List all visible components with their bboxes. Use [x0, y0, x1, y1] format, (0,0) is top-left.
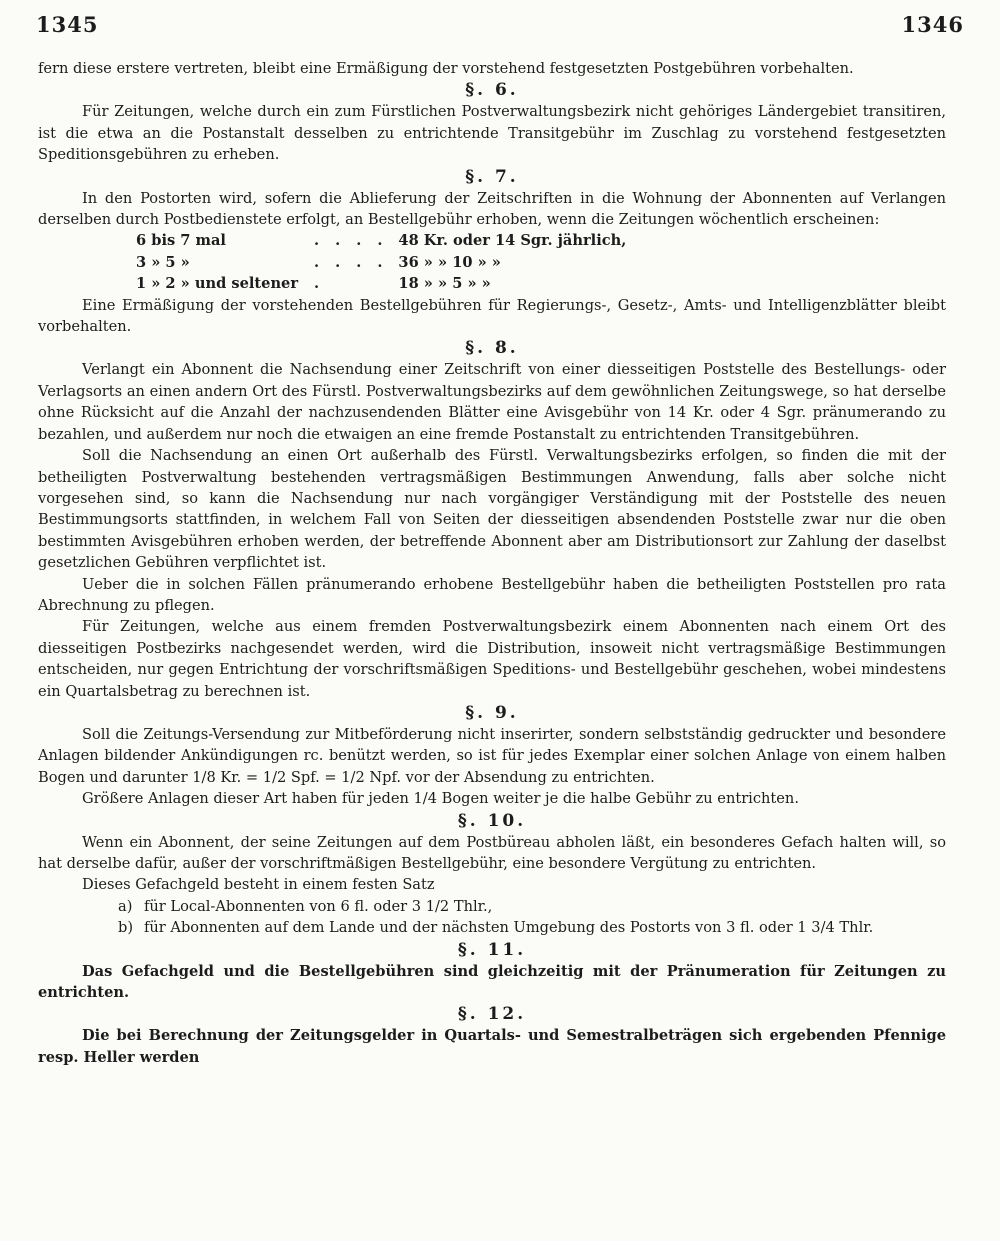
- paragraph-10a: Wenn ein Abonnent, der seine Zeitungen auf dem Postbüreau abholen läßt, ein besonderes Gefach halten will, so hat derselbe dafür, außer der vorschriftmäßigen Bestellgebühr, eine besondere Vergütung zu entrichten.: [38, 833, 946, 872]
- section-heading-10: §. 10.: [457, 810, 527, 831]
- rates-row: [136, 273, 642, 294]
- section-heading-11: §. 11.: [457, 939, 527, 960]
- rate-leader: .: [314, 232, 320, 250]
- rate-leader: .: [377, 253, 383, 271]
- rate-amount: 18 » » 5 » »: [398, 275, 491, 293]
- rate-amount: 36 » » 10 » »: [398, 253, 501, 271]
- section-heading-12: §. 12.: [457, 1004, 527, 1025]
- rate-leader: .: [335, 253, 341, 271]
- list-item-text: für Abonnenten auf dem Lande und der nächsten Umgebung des Postorts von 3 fl. oder 1 3/4 Thlr.: [144, 919, 874, 937]
- rate-frequency: 1 » 2 » und seltener: [136, 275, 299, 293]
- section-heading-7: §. 7.: [465, 166, 519, 187]
- paragraph-8d: Für Zeitungen, welche aus einem fremden Postverwaltungsbezirk einem Abonnenten nach einem Ort des diesseitigen Postbezirks nachgesendet werden, wird die Distribution, insoweit nicht vertragsmäßige Bestimmungen entscheiden, nur gegen Entrichtung der vorschriftsmäßigen Speditions- und Bestellgebühr geschehen, wobei mindestens ein Quartalsbetrag zu berechnen ist.: [38, 618, 946, 700]
- section-heading-6: §. 6.: [465, 80, 519, 101]
- rate-leader: .: [356, 232, 362, 250]
- rate-leader: .: [356, 253, 362, 271]
- rates-row: [136, 230, 642, 251]
- paragraph-9a: Soll die Zeitungs-Versendung zur Mitbeförderung nicht inserirter, sondern selbstständig gedruckter und besondere Anlagen bildender Ankündigungen rc. benützt werden, so ist für jedes Exemplar einer solchen Anlage von einem halben Bogen und darunter 1/8 Kr. = 1/2 Spf. = 1/2 Npf. vor der Absendung zu entrichten.: [38, 725, 946, 786]
- paragraph-continuation: fern diese erstere vertreten, bleibt eine Ermäßigung der vorstehend festgesetzten Postgebühren vorbehalten.: [38, 60, 854, 77]
- paragraph-8c: Ueber die in solchen Fällen pränumerando erhobene Bestellgebühr haben die betheiligten Poststellen pro rata Abrechnung zu pflegen.: [38, 575, 946, 614]
- paragraph-10b: Dieses Gefachgeld besteht in einem festen Satz: [82, 876, 435, 894]
- rate-frequency: 3 » 5 »: [136, 253, 190, 271]
- list-item-label: b): [118, 919, 134, 937]
- paragraph-6: Für Zeitungen, welche durch ein zum Fürstlichen Postverwaltungsbezirk nicht gehöriges Ländergebiet transitiren, ist die etwa an die Postanstalt desselben zu entrichtende Transitgebühr im Zuschlag zu vorstehend festgesetzten Speditionsgebühren zu erheben.: [38, 103, 946, 164]
- rate-amount: 48 Kr. oder 14 Sgr. jährlich,: [398, 232, 627, 250]
- paragraph-8a: Verlangt ein Abonnent die Nachsendung einer Zeitschrift von einer diesseitigen Poststelle des Bestellungs- oder Verlagsorts an einen andern Ort des Fürstl. Postverwaltungsbezirks auf dem gewöhnlichen Zeitungswege, so hat derselbe ohne Rücksicht auf die Anzahl der nachzusendenden Blätter eine Avisgebühr von 14 Kr. oder 4 Sgr. pränumerando zu bezahlen, und außerdem nur noch die etwaigen an eine fremde Postanstalt zu entrichtenden Transitgebühren.: [38, 361, 946, 443]
- paragraph-8b: Soll die Nachsendung an einen Ort außerhalb des Fürstl. Verwaltungsbezirks erfolgen, so finden die mit der betheiligten Postverwaltung bestehenden vertragsmäßigen Bestimmungen Anwendung, falls aber solche nicht vorgesehen sind, so kann die Nachsendung nur nach vorgängiger Verständigung mit der Poststelle des neuen Bestimmungsorts stattfinden, in welchem Fall von Seiten der diesseitigen absendenden Poststelle zwar nur die oben bestimmten Avisgebühren erhoben werden, der betreffende Abonnent aber am Distributionsort zur Zahlung der daselbst gesetzlichen Gebühren verpflichtet ist.: [38, 447, 946, 572]
- section-heading-8: §. 8.: [465, 338, 519, 359]
- list-item-label: a): [118, 897, 133, 915]
- rate-leader: .: [377, 232, 383, 250]
- paragraph-11: Das Gefachgeld und die Bestellgebühren sind gleichzeitig mit der Pränumeration für Zeitungen zu entrichten.: [38, 962, 946, 1002]
- page-number-left: 1345: [36, 12, 99, 37]
- rate-leader-spacer: [335, 273, 398, 294]
- rate-leader: .: [335, 232, 341, 250]
- rates-table: [136, 230, 642, 294]
- page-number-right: 1346: [901, 12, 964, 37]
- paragraph-7: In den Postorten wird, sofern die Ablieferung der Zeitschriften in die Wohnung der Abonnenten auf Verlangen derselben durch Postbedienstete erfolgt, an Bestellgebühr erhoben, wenn die Zeitungen wöchentlich erscheinen:: [38, 189, 946, 229]
- section-heading-9: §. 9.: [465, 702, 519, 723]
- paragraph-7b: Eine Ermäßigung der vorstehenden Bestellgebühren für Regierungs-, Gesetz-, Amts- und Intelligenzblätter bleibt vorbehalten.: [38, 296, 946, 336]
- rate-leader: .: [314, 253, 320, 271]
- rate-leader: .: [314, 275, 320, 293]
- page-body: [38, 58, 946, 1068]
- paragraph-9b: Größere Anlagen dieser Art haben für jeden 1/4 Bogen weiter je die halbe Gebühr zu entrichten.: [82, 790, 799, 808]
- list-item-text: für Local-Abonnenten von 6 fl. oder 3 1/2 Thlr.,: [144, 897, 493, 915]
- list-item: [118, 917, 946, 938]
- rates-row: [136, 252, 642, 273]
- rate-frequency: 6 bis 7 mal: [136, 232, 226, 250]
- list-item: [118, 896, 946, 917]
- fee-list: [38, 896, 946, 939]
- paragraph-12: Die bei Berechnung der Zeitungsgelder in Quartals- und Semestralbeträgen sich ergebenden Pfennige resp. Heller werden: [38, 1027, 946, 1066]
